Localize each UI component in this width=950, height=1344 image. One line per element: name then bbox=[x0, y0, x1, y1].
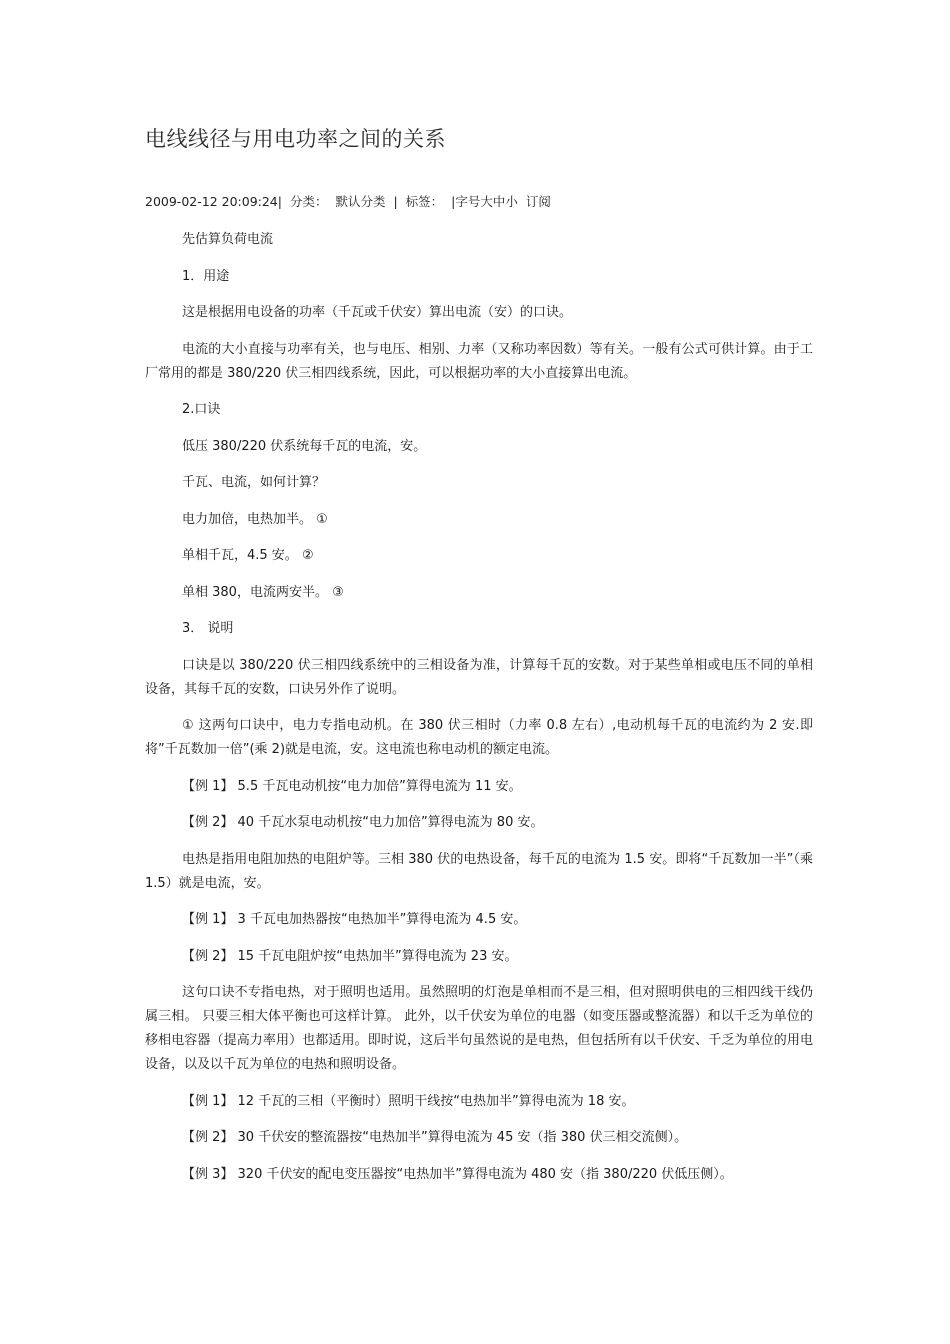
font-size-small-link[interactable]: 小 bbox=[505, 194, 518, 209]
section-heading: 2.口诀 bbox=[182, 402, 221, 417]
page-title: 电线线径与用电功率之间的关系 bbox=[145, 127, 446, 151]
example-line: 【例 1】 12 千瓦的三相（平衡时）照明干线按“电热加半”算得电流为 18 安。 bbox=[182, 1093, 635, 1109]
mnemonic-line: 电力加倍，电热加半。 ① bbox=[182, 511, 328, 527]
paragraph: 这是根据用电设备的功率（千瓦或千伏安）算出电流（安）的口诀。 bbox=[182, 305, 573, 320]
post-meta bbox=[145, 192, 555, 210]
paragraph: 电热是指用电阻加热的电阻炉等。三相 380 伏的电热设备，每千瓦的电流为 1.5 安。即将“千瓦数加一半”（乘 1.5）就是电流，安。 bbox=[145, 851, 813, 891]
example-line: 【例 1】 5.5 千瓦电动机按“电力加倍”算得电流为 11 安。 bbox=[182, 778, 522, 794]
paragraph: ① 这两句口诀中，电力专指电动机。在 380 伏三相时（力率 0.8 左右）,电动机每千瓦的电流约为 2 安.即将”千瓦数加一倍”(乘 2)就是电流，安。这电流也称电动机的额定电流。 bbox=[145, 718, 813, 757]
paragraph: 先估算负荷电流 bbox=[182, 232, 274, 247]
paragraph: 口诀是以 380/220 伏三相四线系统中的三相设备为准，计算每千瓦的安数。对于某些单相或电压不同的单相设备，其每千瓦的安数，口诀另外作了说明。 bbox=[145, 657, 813, 697]
category-label: 分类： bbox=[289, 194, 328, 209]
tags-label: 标签： bbox=[405, 194, 444, 209]
example-line: 【例 2】 40 千瓦水泵电动机按“电力加倍”算得电流为 80 安。 bbox=[182, 815, 544, 830]
category-link[interactable]: 默认分类 bbox=[335, 194, 386, 209]
font-size-large-link[interactable]: 大 bbox=[480, 194, 493, 209]
example-line: 【例 3】 320 千伏安的配电变压器按“电热加半”算得电流为 480 安（指 380/220 伏低压侧）。 bbox=[182, 1166, 733, 1182]
example-line: 【例 1】 3 千瓦电加热器按“电热加半”算得电流为 4.5 安。 bbox=[182, 912, 527, 927]
font-size-label: |字号 bbox=[451, 194, 481, 209]
paragraph: 电流的大小直接与功率有关，也与电压、相别、力率（又称功率因数）等有关。一般有公式可供计算。由于工厂常用的都是 380/220 伏三相四线系统，因此，可以根据功率的大小直接算出电流。 bbox=[145, 341, 813, 381]
meta-separator: | bbox=[393, 194, 398, 209]
font-size-medium-link[interactable]: 中 bbox=[492, 194, 506, 209]
section-heading: 3． 说明 bbox=[182, 621, 234, 636]
article-body bbox=[145, 228, 813, 1199]
example-line: 【例 2】 15 千瓦电阻炉按“电热加半”算得电流为 23 安。 bbox=[182, 948, 518, 964]
post-datetime: 2009-02-12 20:09:24| bbox=[145, 194, 282, 209]
paragraph: 千瓦、电流，如何计算？ bbox=[182, 475, 326, 490]
subscribe-link[interactable]: 订阅 bbox=[525, 194, 551, 209]
mnemonic-line: 单相 380，电流两安半。 ③ bbox=[182, 584, 344, 600]
example-line: 【例 2】 30 千伏安的整流器按“电热加半”算得电流为 45 安（指 380 伏三相交流侧）。 bbox=[182, 1130, 688, 1145]
paragraph: 这句口诀不专指电热，对于照明也适用。虽然照明的灯泡是单相而不是三相，但对照明供电的三相四线干线仍属三相。 只要三相大体平衡也可这样计算。 此外，以千伏安为单位的电器（如变压器或整流器）和以千乏为单位的移相电容器（提高力率用）也都适用。即时说，这后半句虽然说的是电热，但包括所有以千伏安、千乏为单位的用电设备，以及以千瓦为单位的电热和照明设备。 bbox=[145, 985, 813, 1072]
mnemonic-line: 单相千瓦，4.5 安。 ② bbox=[182, 548, 314, 563]
paragraph: 低压 380/220 伏系统每千瓦的电流，安。 bbox=[182, 438, 427, 454]
section-heading: 1．用途 bbox=[182, 268, 230, 284]
